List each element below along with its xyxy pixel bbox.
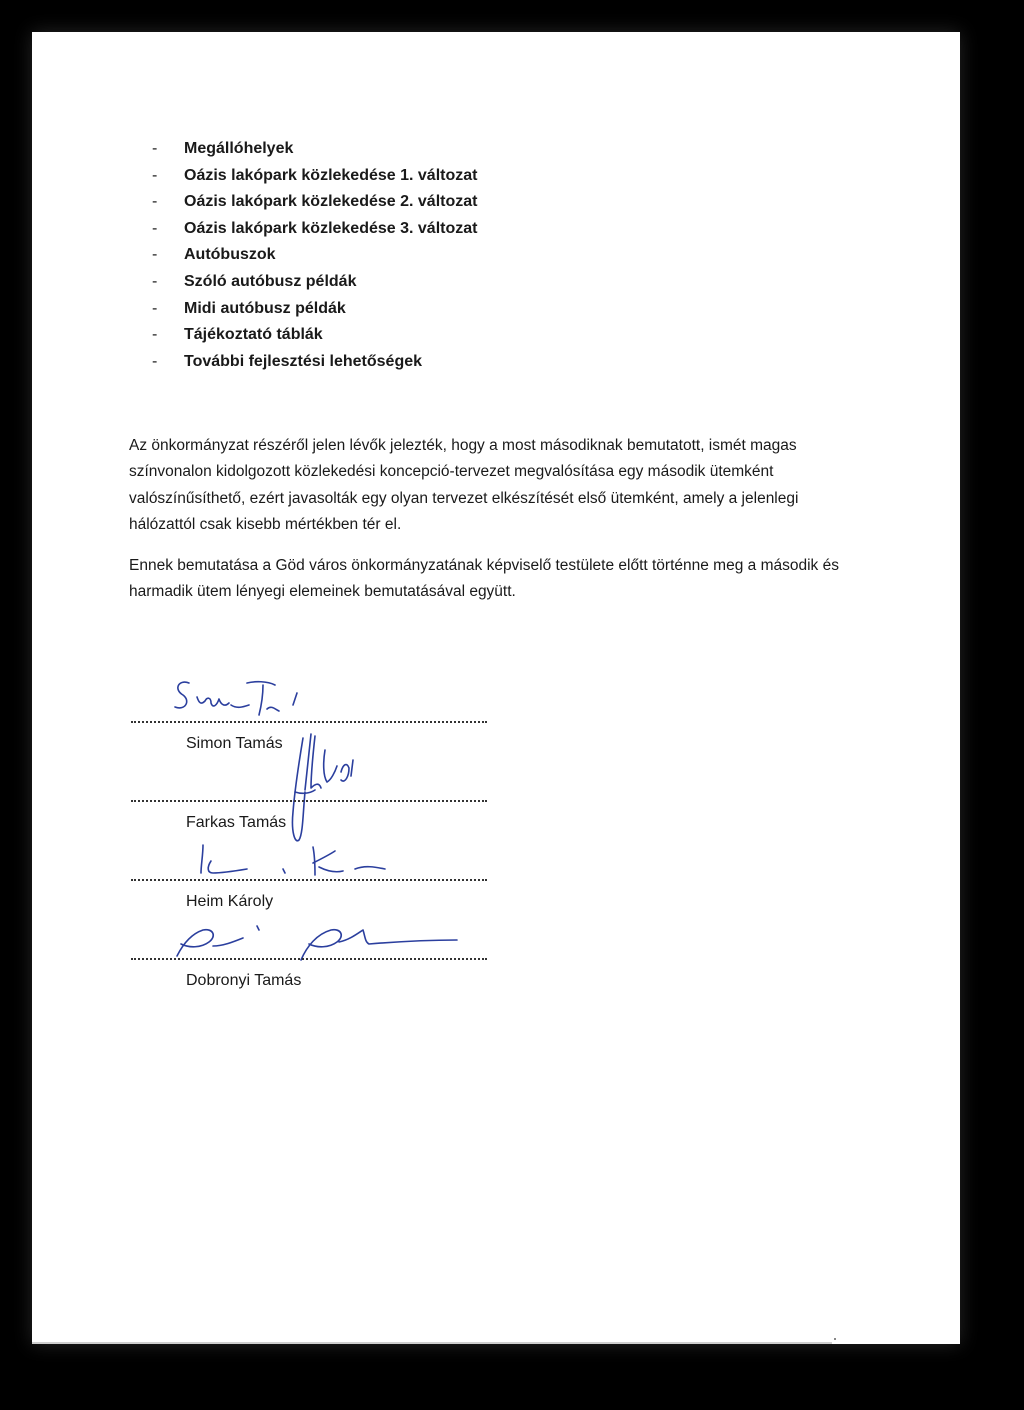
list-item-label: Oázis lakópark közlekedése 1. változat: [184, 166, 478, 184]
list-item-label: Tájékoztató táblák: [184, 326, 323, 344]
list-dash: -: [152, 246, 158, 264]
paragraph-decision: Az önkormányzat részéről jelen lévők jelezték, hogy a most másodiknak bemutatott, ismét magas színvonalon kidolgozott közlekedési koncepció-tervezet megvalósítása egy második ütemként valószínűsíthető, ezért javasolták egy olyan tervezet elkészítését első ütemként, amely a jelenlegi hálózattól csak kisebb mértékben tér el.: [129, 437, 799, 533]
page-bottom-rule: [32, 1342, 832, 1344]
list-dash: -: [152, 352, 158, 370]
list-dash: -: [152, 326, 158, 344]
list-item-label: Megállóhelyek: [184, 140, 294, 157]
signer-name: Farkas Tamás: [186, 814, 287, 831]
list-item-label: Midi autóbusz példák: [184, 299, 346, 317]
list-item-label: Oázis lakópark közlekedése 3. változat: [184, 219, 478, 237]
handwritten-signature-dobronyi: [173, 920, 493, 970]
handwritten-signature-simon: [171, 675, 371, 735]
handwritten-signature-heim: [195, 841, 435, 891]
list-dash: -: [152, 166, 158, 184]
document-page: [32, 32, 960, 1344]
list-item-label: További fejlesztési lehetőségek: [184, 352, 423, 370]
list-item-label: Szóló autóbusz példák: [184, 272, 357, 290]
signature-line: [131, 800, 487, 802]
signature-line: [131, 721, 487, 723]
signature-line: [131, 958, 487, 960]
paragraph-presentation: Ennek bemutatása a Göd város önkormányzatának képviselő testülete előtt történne meg a második és harmadik ütem lényegi elemeinek bemutatásával együtt.: [129, 557, 839, 601]
list-item-label: Autóbuszok: [184, 246, 276, 264]
scan-speck: [834, 1338, 836, 1340]
signer-name: Simon Tamás: [186, 735, 283, 752]
signer-name: Dobronyi Tamás: [186, 972, 302, 989]
list-dash: -: [152, 299, 158, 317]
list-dash: -: [152, 140, 158, 157]
signature-line: [131, 879, 487, 881]
signer-name: Heim Károly: [186, 893, 274, 910]
list-dash: -: [152, 219, 158, 237]
list-item-label: Oázis lakópark közlekedése 2. változat: [184, 193, 478, 211]
list-dash: -: [152, 193, 158, 211]
list-dash: -: [152, 272, 158, 290]
